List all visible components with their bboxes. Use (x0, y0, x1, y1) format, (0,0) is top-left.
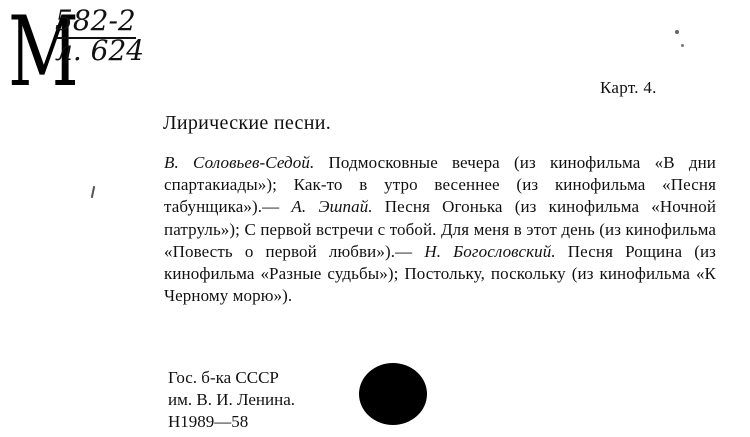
songs-bogoslovsky: Песня Рощина (из кинофильма «Разные судьбы»); Постольку, поскольку (из кинофильма «К Черному морю»). (164, 241, 716, 306)
library-imprint (168, 367, 295, 433)
library-line-3: Н1989—58 (168, 412, 249, 431)
ink-speck (675, 30, 679, 34)
card-number: Карт. 4. (600, 78, 657, 97)
library-line-2: им. В. И. Ленина. (168, 390, 296, 409)
shelfmark-code (55, 6, 144, 66)
shelfmark-sheet: л. 624 (55, 34, 145, 67)
author-solovyov-sedoy: В. Соловьев-Седой. (164, 153, 315, 172)
shelfmark-letter: M (8, 0, 79, 108)
ink-speck (681, 44, 684, 47)
author-bogoslovsky: Н. Богословский. (424, 241, 556, 261)
shelfmark-number: 582-2 (55, 4, 136, 37)
card-heading: Лирические песни. (163, 112, 332, 134)
card-body (164, 152, 716, 307)
library-line-1: Гос. б-ка СССР (168, 368, 279, 387)
author-eshpai: А. Эшпай. (291, 197, 373, 217)
songs-solovyov-sedoy: Подмосковные вечера (из кинофильма «В дни спартакиады»); Как-то в утро весеннее (из кинофильма «Песня табунщика»).— (164, 153, 716, 217)
pencil-mark (91, 186, 95, 198)
punch-hole (359, 363, 427, 425)
songs-eshpai: Песня Огонька (из кинофильма «Ночной патруль»); С первой встречи с тобой. Для меня в этот день (из кинофильма «Повесть о первой любви»).— (164, 197, 717, 261)
